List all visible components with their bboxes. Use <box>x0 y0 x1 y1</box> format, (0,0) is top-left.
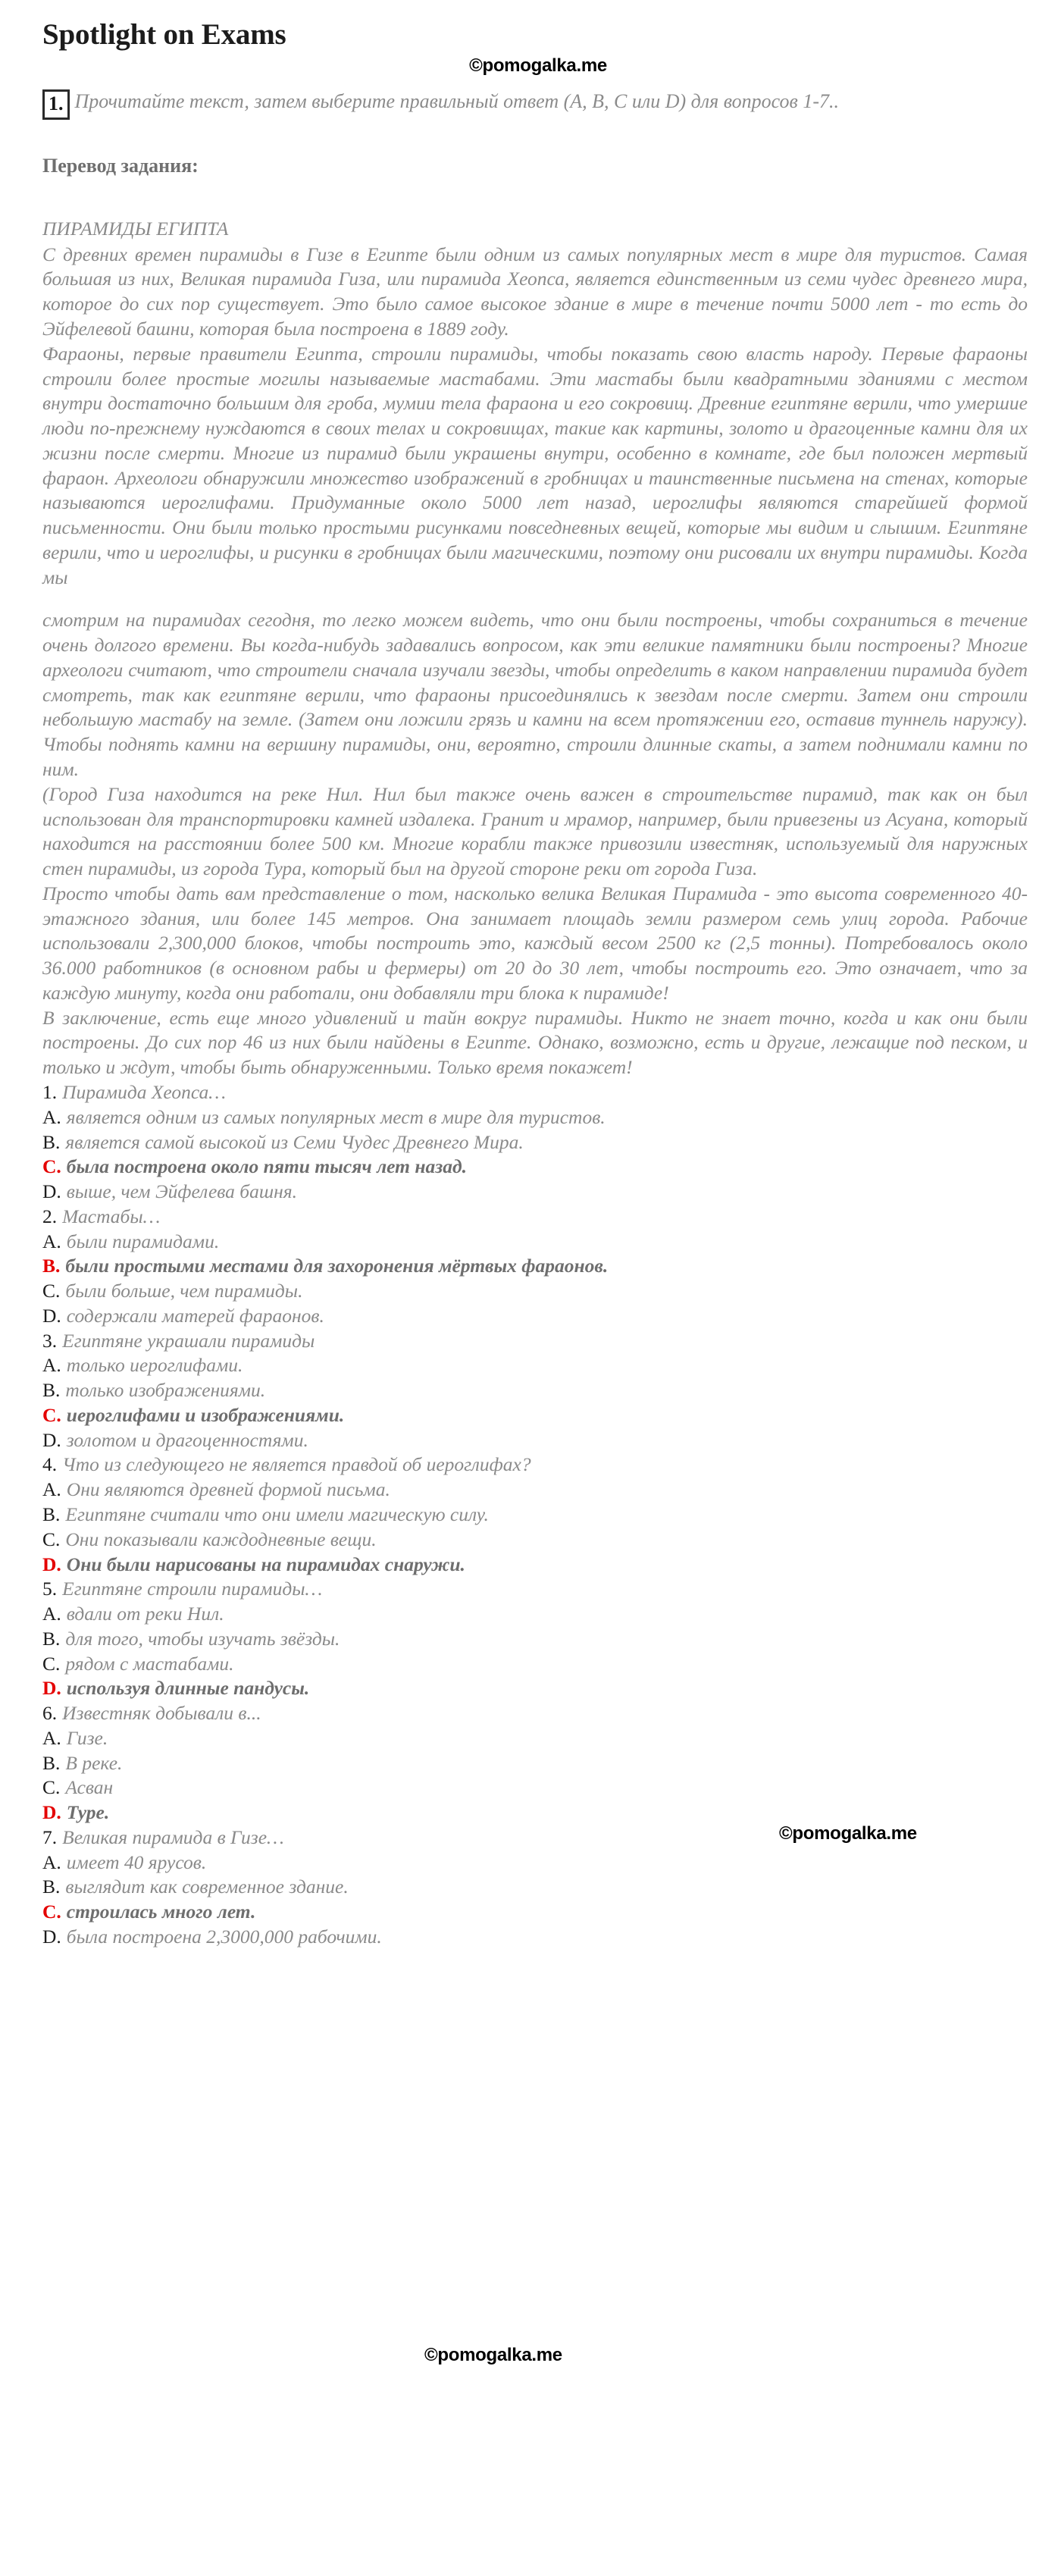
answer-text: Они были нарисованы на пирамидах снаружи. <box>66 1553 465 1575</box>
question-prompt: Что из следующего не является правдой об иероглифах? <box>62 1453 531 1476</box>
answer-letter: D. <box>42 1553 61 1575</box>
answer-option[interactable] <box>42 1875 1028 1900</box>
question-prompt: Великая пирамида в Гизе… <box>62 1825 284 1848</box>
answer-option-correct[interactable] <box>42 1676 1028 1701</box>
answer-letter: A. <box>42 1726 61 1749</box>
answer-text: строилась много лет. <box>66 1901 256 1923</box>
answer-letter: B. <box>42 1627 61 1650</box>
answer-option[interactable] <box>42 1652 1028 1677</box>
answer-text: В реке. <box>65 1751 123 1774</box>
watermark-top: ©pomogalka.me <box>469 55 607 76</box>
article-body <box>42 217 1028 1080</box>
watermark-row-top <box>33 55 1028 81</box>
answer-letter: A. <box>42 1105 61 1128</box>
question-item <box>42 1329 1028 1354</box>
question-number: 6. <box>42 1702 58 1725</box>
translation-heading: Перевод задания: <box>42 154 199 177</box>
question-number: 1. <box>42 1080 58 1103</box>
answer-text: является одним из самых популярных мест в мире для туристов. <box>66 1105 606 1128</box>
article-paragraph: смотрим на пирамидах сегодня, то легко можем видеть, что они были построены, чтобы сохраниться в течение очень долгого времени. Вы когда-нибудь задавались вопросом, как эти великие памятники были построены? Многие археологи считают, что строители сначала изучали звезды, чтобы определить в каком направлении пирамида будет смотреть, так как египтяне верили, что фараоны присоединялись к звездам после смерти. Затем они строили небольшую мастабу на земле. (Затем они ложили грязь и камни на всем протяжении его, оставив туннель наружу). Чтобы поднять камни на вершину пирамиды, они, вероятно, строили длинные скаты, а затем поднимали камни по ним. <box>42 609 1028 781</box>
answer-option[interactable] <box>42 1230 1028 1255</box>
article-paragraph: В заключение, есть еще много удивлений и тайн вокруг пирамиды. Никто не знает точно, когда и как они были построены. До сих пор 46 из них были найдены в Египте. Однако, возможно, есть и другие, лежащие под песком, и только и ждут, чтобы быть обнаруженными. Только время покажет! <box>42 1006 1028 1079</box>
answer-option-correct[interactable] <box>42 1553 1028 1578</box>
answer-letter: C. <box>42 1776 61 1799</box>
answer-letter: B. <box>42 1751 61 1774</box>
answer-letter: C. <box>42 1280 61 1302</box>
question-prompt: Египтяне строили пирамиды… <box>62 1578 323 1600</box>
answer-option[interactable] <box>42 1279 1028 1304</box>
answer-text: иероглифами и изображениями. <box>66 1403 345 1426</box>
answer-option[interactable] <box>42 1627 1028 1652</box>
answer-text: выглядит как современное здание. <box>65 1876 349 1898</box>
answer-option[interactable] <box>42 1304 1028 1329</box>
answer-letter: D. <box>42 1428 61 1451</box>
question-item <box>42 1080 1028 1105</box>
answer-text: используя длинные пандусы. <box>66 1677 310 1700</box>
watermark-middle: ©pomogalka.me <box>779 1823 917 1844</box>
answer-text: только изображениями. <box>65 1379 266 1402</box>
answer-text: рядом с мастабами. <box>65 1652 234 1675</box>
answer-letter: A. <box>42 1478 61 1501</box>
answer-letter: B. <box>42 1255 61 1277</box>
answer-option-correct[interactable] <box>42 1254 1028 1279</box>
answer-option[interactable] <box>42 1180 1028 1205</box>
answer-text: Гизе. <box>66 1726 108 1749</box>
question-item <box>42 1577 1028 1602</box>
answer-letter: B. <box>42 1503 61 1525</box>
answer-text: Они показывали каждодневные вещи. <box>65 1528 377 1550</box>
answer-text: только иероглифами. <box>66 1354 243 1377</box>
question-list <box>42 1080 1028 1950</box>
answer-letter: A. <box>42 1603 61 1625</box>
answer-text: для того, чтобы изучать звёзды. <box>65 1627 340 1650</box>
question-item <box>42 1453 1028 1478</box>
answer-text: были больше, чем пирамиды. <box>65 1280 303 1302</box>
question-item <box>42 1701 1028 1726</box>
question-prompt: Мастабы… <box>62 1205 161 1227</box>
answer-letter: B. <box>42 1876 61 1898</box>
question-number: 5. <box>42 1578 58 1600</box>
answer-option[interactable] <box>42 1503 1028 1528</box>
answer-text: выше, чем Эйфелева башня. <box>66 1180 297 1203</box>
answer-letter: D. <box>42 1926 61 1948</box>
answer-text: Туре. <box>66 1801 110 1824</box>
answer-text: имеет 40 ярусов. <box>66 1851 207 1873</box>
answer-letter: A. <box>42 1851 61 1873</box>
question-number: 4. <box>42 1453 58 1476</box>
answer-option[interactable] <box>42 1602 1028 1627</box>
answer-text: является самой высокой из Семи Чудес Древнего Мира. <box>65 1130 524 1153</box>
answer-option[interactable] <box>42 1353 1028 1378</box>
answer-option[interactable] <box>42 1751 1028 1776</box>
answer-option[interactable] <box>42 1378 1028 1403</box>
article-heading: ПИРАМИДЫ ЕГИПТА <box>42 217 229 240</box>
answer-option[interactable] <box>42 1428 1028 1453</box>
answer-option[interactable] <box>42 1478 1028 1503</box>
task-instruction <box>42 89 1028 120</box>
answer-letter: C. <box>42 1652 61 1675</box>
answer-option[interactable] <box>42 1130 1028 1155</box>
question-item <box>42 1205 1028 1230</box>
answer-letter: C. <box>42 1155 61 1178</box>
question-prompt: Известняк добывали в... <box>62 1702 261 1725</box>
article-paragraph: С древних времен пирамиды в Гизе в Египте были одним из самых популярных мест в мире для туристов. Самая большая из них, Великая пирамида Гиза, или пирамида Хеопса, является единственным из семи чудес древнего мира, которое до сих пор существует. Это было самое высокое здание в мире в течение почти 5000 лет - то есть до Эйфелевой башни, которая была построена в 1889 году. <box>42 243 1028 340</box>
answer-option[interactable] <box>42 1851 1028 1876</box>
answer-letter: A. <box>42 1354 61 1377</box>
answer-letter: D. <box>42 1180 61 1203</box>
answer-letter: D. <box>42 1801 61 1824</box>
question-number: 7. <box>42 1825 58 1848</box>
answer-text: была построена около пяти тысяч лет назад. <box>66 1155 468 1178</box>
answer-text: были простыми местами для захоронения мёртвых фараонов. <box>65 1255 609 1277</box>
answer-text: Они являются древней формой письма. <box>66 1478 390 1501</box>
answer-option-correct[interactable] <box>42 1800 1028 1825</box>
article-paragraph: (Город Гиза находится на реке Нил. Нил был также очень важен в строительстве пирамид, так как он был использован для транспортировки камней издалека. Гранит и мрамор, например, были привезены из Асуана, который находится на расстоянии более 500 км. Многие корабли также привозили известняк, используемый для наружных стен пирамиды, из города Тура, который был на другой стороне реки от города Гиза. <box>42 782 1028 880</box>
answer-letter: B. <box>42 1379 61 1402</box>
answer-text: Асван <box>65 1776 114 1799</box>
answer-text: Египтяне считали что они имели магическую силу. <box>65 1503 489 1525</box>
answer-option[interactable] <box>42 1925 1028 1950</box>
answer-text: вдали от реки Нил. <box>66 1603 224 1625</box>
article-paragraph: Фараоны, первые правители Египта, строили пирамиды, чтобы показать свою власть народу. Первые фараоны строили более простые могилы называемые мастабами. Эти мастабы были квадратными зданиями с местом внутри достаточно большим для гроба, мумии тела фараона и его сокровищ. Древние египтяне верили, что умершие люди по-прежнему нуждаются в своих телах и сокровищах, такие как картины, золото и драгоценные камни для их жизни после смерти. Многие из пирамид были украшены внутри, особенно в комнате, где был положен мертвый фараон. Археологи обнаружили множество изображений в гробницах и таинственные письмена на стенах, которые называются иероглифами. Придуманные около 5000 лет назад, иероглифы являются старейшей формой письменности. Они были только простыми рисунками повседневных вещей, которые мы видим и слышим. Египтяне верили, что и иероглифы, и рисунки в гробницах были магическими, поэтому они рисовали их внутри пирамиды. Когда мы <box>42 342 1028 588</box>
answer-option[interactable] <box>42 1105 1028 1130</box>
question-prompt: Пирамида Хеопса… <box>62 1080 226 1103</box>
question-prompt: Египтяне украшали пирамиды <box>62 1329 315 1352</box>
question-number: 2. <box>42 1205 58 1227</box>
answer-option-correct[interactable] <box>42 1900 1028 1925</box>
page-title: Spotlight on Exams <box>42 18 286 51</box>
answer-text: содержали матерей фараонов. <box>66 1304 324 1327</box>
answer-option-correct[interactable] <box>42 1155 1028 1180</box>
watermark-bottom: ©pomogalka.me <box>424 2345 562 2365</box>
answer-letter: D. <box>42 1304 61 1327</box>
answer-letter: C. <box>42 1901 61 1923</box>
answer-option[interactable] <box>42 1726 1028 1751</box>
answer-option-correct[interactable] <box>42 1403 1028 1428</box>
answer-letter: A. <box>42 1230 61 1252</box>
answer-letter: C. <box>42 1403 61 1426</box>
answer-letter: C. <box>42 1528 61 1550</box>
answer-letter: B. <box>42 1130 61 1153</box>
question-number: 3. <box>42 1329 58 1352</box>
answer-text: золотом и драгоценностями. <box>66 1428 308 1451</box>
answer-option[interactable] <box>42 1775 1028 1800</box>
task-number-badge: 1. <box>42 89 70 120</box>
answer-letter: D. <box>42 1677 61 1700</box>
answer-text: были пирамидами. <box>66 1230 220 1252</box>
answer-option[interactable] <box>42 1528 1028 1553</box>
answer-text: была построена 2,3000,000 рабочими. <box>66 1926 382 1948</box>
task-instruction-text: Прочитайте текст, затем выберите правильный ответ (A, B, C или D) для вопросов 1-7.. <box>74 89 839 112</box>
article-paragraph: Просто чтобы дать вам представление о том, насколько велика Великая Пирамида - это высота современного 40-этажного здания, или более 145 метров. Она занимает площадь земли размером семь улиц города. Рабочие использовали 2,300,000 блоков, чтобы построить это, каждый весом 2500 кг (2,5 тонны). Потребовалось около 36.000 работников (в основном рабы и фермеры) от 20 до 30 лет, чтобы построить его. Это означает, что за каждую минуту, когда они работали, они добавляли три блока к пирамиде! <box>42 882 1028 1004</box>
